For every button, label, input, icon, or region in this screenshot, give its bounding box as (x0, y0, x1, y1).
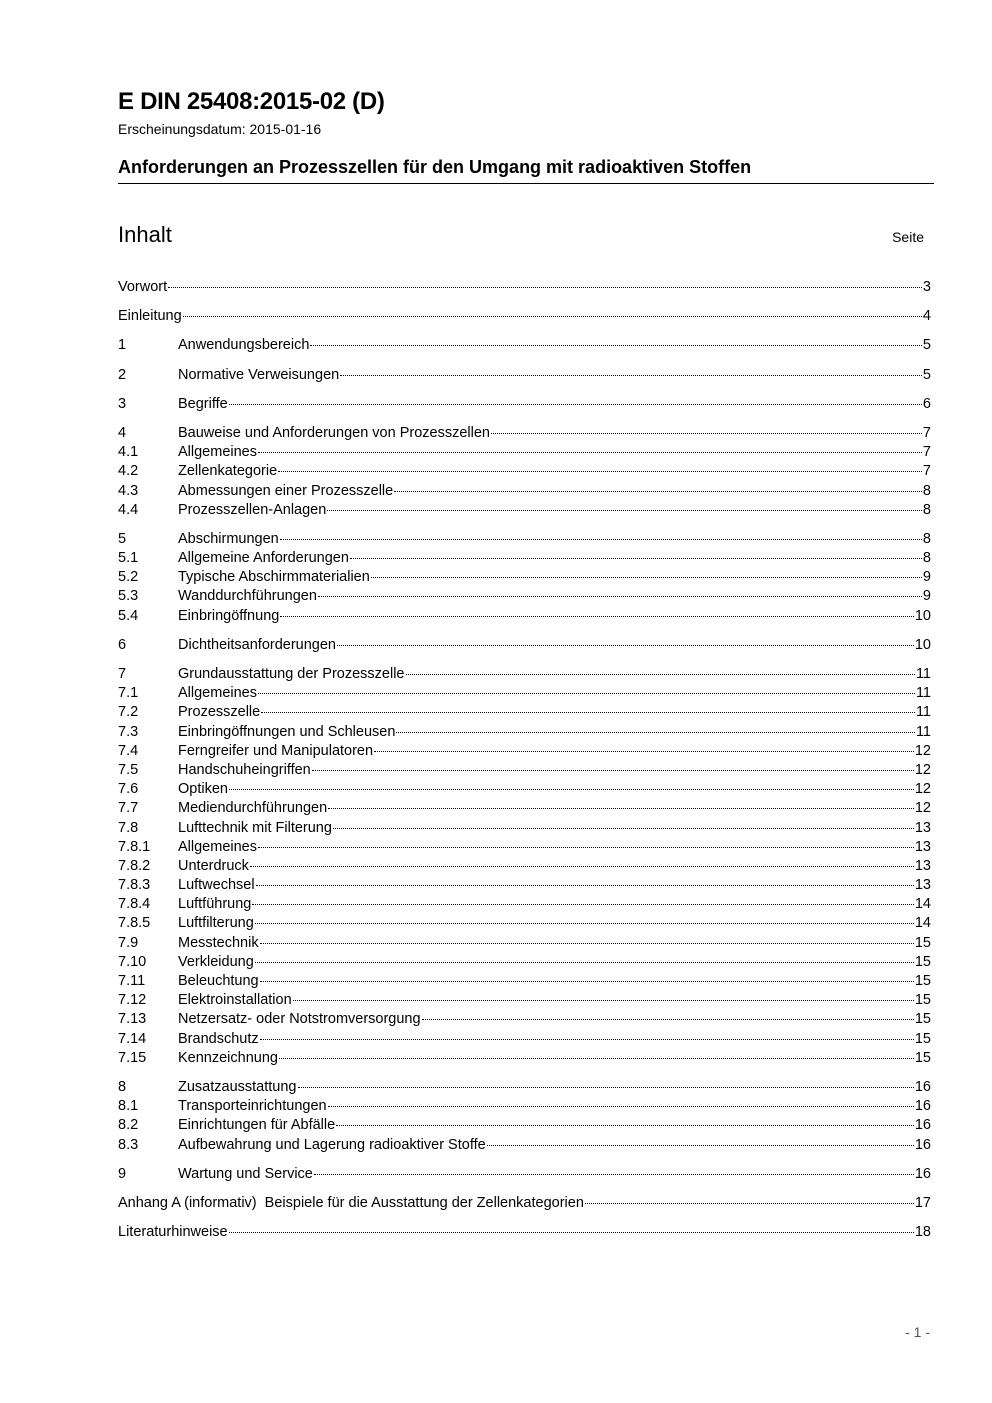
toc-dot-leader (183, 316, 922, 317)
toc-entry-number: 2 (118, 366, 127, 383)
toc-group (118, 278, 931, 297)
toc-entry-page: 18 (914, 1224, 931, 1241)
toc-entry[interactable] (118, 1097, 931, 1116)
toc-entry-number: 9 (118, 1165, 127, 1182)
toc-entry-number: 5.2 (118, 569, 139, 586)
toc-entry-number: 5 (118, 530, 127, 547)
toc-entry-title: Bauweise und Anforderungen von Prozesszellen (178, 424, 490, 441)
toc-entry-page: 9 (922, 588, 931, 605)
toc-entry-title: Brandschutz (178, 1030, 259, 1047)
toc-entry-number: 4.2 (118, 463, 139, 480)
toc-entry-page: 15 (914, 953, 931, 970)
toc-entry-title: Literaturhinweise (118, 1224, 228, 1241)
toc-group (118, 336, 931, 355)
toc-entry[interactable] (118, 395, 931, 414)
toc-entry-number: 7.8 (118, 819, 139, 836)
toc-dot-leader (256, 885, 914, 886)
toc-entry-title: Allgemeines (178, 685, 257, 702)
toc-entry-page: 12 (914, 800, 931, 817)
toc-entry[interactable] (118, 607, 931, 626)
toc-dot-leader (279, 1058, 914, 1059)
toc-entry-number: 5.1 (118, 550, 139, 567)
toc-entry-number: 3 (118, 395, 127, 412)
toc-entry-page: 13 (914, 877, 931, 894)
toc-entry-title: Ferngreifer und Manipulatoren (178, 742, 374, 759)
toc-entry-number: 7.2 (118, 704, 139, 721)
toc-entry[interactable] (118, 568, 931, 587)
toc-entry-title: Einbringöffnung (178, 607, 280, 624)
page-number: - 1 - (905, 1324, 930, 1340)
toc-entry-number: 4.1 (118, 444, 139, 461)
toc-entry-title: Begriffe (178, 395, 228, 412)
toc-entry[interactable] (118, 838, 931, 857)
toc-entry[interactable] (118, 424, 931, 443)
toc-entry[interactable] (118, 336, 931, 355)
toc-dot-leader (250, 866, 914, 867)
toc-entry-title: Verkleidung (178, 953, 254, 970)
toc-entry-number: 7.8.1 (118, 838, 151, 855)
toc-entry[interactable] (118, 857, 931, 876)
toc-dot-leader (337, 645, 914, 646)
toc-dot-leader (258, 693, 915, 694)
toc-entry-number: 7.7 (118, 800, 139, 817)
toc-entry-page: 10 (914, 607, 931, 624)
toc-dot-leader (229, 404, 922, 405)
toc-entry-title: Wanddurchführungen (178, 588, 317, 605)
toc-entry-title: Handschuheingriffen (178, 761, 311, 778)
toc-entry[interactable] (118, 780, 931, 799)
toc-dot-leader (255, 923, 914, 924)
document-subject: Anforderungen an Prozesszellen für den Umgang mit radioaktiven Stoffen (118, 157, 752, 177)
toc-entry-title: Allgemeines (178, 444, 257, 461)
toc-dot-leader (585, 1203, 914, 1204)
toc-entry-page: 4 (922, 308, 931, 325)
toc-entry[interactable] (118, 1030, 931, 1049)
toc-entry-page: 5 (922, 337, 931, 354)
toc-dot-leader (255, 962, 914, 963)
toc-entry-page: 7 (922, 463, 931, 480)
toc-entry-number: 4.3 (118, 482, 139, 499)
toc-entry-page: 17 (914, 1194, 931, 1211)
toc-entry-title: Grundausstattung der Prozesszelle (178, 666, 405, 682)
toc-entry-title: Unterdruck (178, 857, 249, 874)
toc-entry[interactable] (118, 684, 931, 703)
toc-entry-page: 5 (922, 366, 931, 383)
toc-entry-page: 16 (914, 1098, 931, 1115)
toc-entry-title: Allgemeines (178, 838, 257, 855)
toc-entry-page: 10 (914, 636, 931, 653)
toc-dot-leader (422, 1019, 914, 1020)
toc-entry-title: Mediendurchführungen (178, 800, 328, 817)
toc-entry-page: 15 (914, 1011, 931, 1028)
toc-entry-page: 15 (914, 1049, 931, 1066)
toc-dot-leader (371, 577, 922, 578)
toc-entry[interactable] (118, 636, 931, 655)
toc-dot-leader (298, 1087, 914, 1088)
toc-group (118, 530, 931, 626)
toc-entry-number: 7.14 (118, 1030, 147, 1047)
publication-date: Erscheinungsdatum: 2015-01-16 (118, 121, 322, 137)
toc-group (118, 307, 931, 326)
toc-entry-page: 6 (922, 395, 931, 412)
toc-entry-title: Dichtheitsanforderungen (178, 636, 336, 653)
toc-entry-page: 11 (915, 723, 931, 740)
toc-dot-leader (310, 345, 922, 346)
toc-entry-number: 5.4 (118, 607, 139, 624)
toc-entry[interactable] (118, 799, 931, 818)
toc-entry[interactable] (118, 307, 931, 326)
toc-entry-title: Einrichtungen für Abfälle (178, 1117, 336, 1134)
toc-entry-number: 7.9 (118, 934, 139, 951)
toc-entry-number: 4 (118, 424, 127, 441)
toc-dot-leader (168, 287, 922, 288)
toc-entry[interactable] (118, 819, 931, 838)
toc-entry-page: 7 (922, 444, 931, 461)
toc-entry-number: 6 (118, 636, 127, 653)
toc-group (118, 395, 931, 414)
toc-dot-leader (350, 558, 922, 559)
toc-entry[interactable] (118, 761, 931, 780)
toc-entry-title: Wartung und Service (178, 1165, 313, 1182)
toc-entry-page: 13 (914, 857, 931, 874)
toc-entry-page: 12 (914, 742, 931, 759)
toc-entry-title: Typische Abschirmmaterialien (178, 569, 370, 586)
toc-entry-number: 8.3 (118, 1136, 139, 1153)
toc-entry-page: 14 (914, 915, 931, 932)
toc-group (118, 1223, 931, 1242)
toc-entry-number: 4.4 (118, 501, 139, 518)
toc-group (118, 1165, 931, 1184)
toc-entry-page: 8 (922, 550, 931, 567)
toc-entry[interactable] (118, 723, 931, 742)
toc-entry-title: Vorwort (118, 279, 168, 295)
toc-entry[interactable] (118, 501, 931, 520)
toc-entry-title: Einbringöffnungen und Schleusen (178, 723, 396, 740)
toc-dot-leader (328, 1106, 914, 1107)
toc-entry-title: Zusatzausstattung (178, 1078, 297, 1095)
toc-dot-leader (229, 789, 914, 790)
toc-entry-page: 11 (915, 685, 931, 702)
toc-entry-page: 15 (914, 1030, 931, 1047)
toc-entry-title: Prozesszelle (178, 704, 261, 721)
toc-entry-title: Anwendungsbereich (178, 337, 310, 354)
toc-entry-page: 16 (914, 1117, 931, 1134)
toc-entry-page: 3 (922, 279, 931, 295)
toc-dot-leader (487, 1145, 914, 1146)
toc-dot-leader (278, 471, 922, 472)
toc-page-column-label: Seite (892, 229, 924, 245)
toc-entry[interactable] (118, 1165, 931, 1184)
toc-entry-title: Einleitung (118, 308, 182, 325)
toc-entry-page: 9 (922, 569, 931, 586)
toc-entry-page: 11 (915, 704, 931, 721)
toc-entry[interactable] (118, 278, 931, 297)
toc-entry[interactable] (118, 587, 931, 606)
toc-entry-number: 8.1 (118, 1098, 139, 1115)
header-divider (118, 183, 934, 184)
toc-dot-leader (327, 510, 922, 511)
document-id: E DIN 25408:2015-02 (D) (118, 88, 385, 115)
toc-entry-title: Normative Verweisungen (178, 366, 340, 383)
toc-entry-title: Lufttechnik mit Filterung (178, 819, 332, 836)
toc-dot-leader (280, 616, 914, 617)
toc-entry-page: 11 (915, 666, 931, 682)
toc-dot-leader (374, 751, 914, 752)
toc-entry[interactable] (118, 462, 931, 481)
toc-entry[interactable] (118, 934, 931, 953)
toc-dot-leader (312, 770, 914, 771)
toc-entry-number: 7.10 (118, 953, 147, 970)
toc-entry-page: 13 (914, 838, 931, 855)
toc-entry-number: 5.3 (118, 588, 139, 605)
toc-entry-number: 7.12 (118, 992, 147, 1009)
toc-entry[interactable] (118, 366, 931, 385)
toc-entry[interactable] (118, 1116, 931, 1135)
toc-dot-leader (260, 1039, 914, 1040)
toc-entry-title: Luftführung (178, 896, 252, 913)
toc-group (118, 366, 931, 385)
toc-dot-leader (491, 433, 922, 434)
toc-entry-title: Luftfilterung (178, 915, 254, 932)
toc-entry[interactable] (118, 972, 931, 991)
toc-dot-leader (252, 904, 913, 905)
toc-dot-leader (336, 1125, 914, 1126)
toc-entry[interactable] (118, 876, 931, 895)
toc-entry-title: Kennzeichnung (178, 1049, 278, 1066)
toc-group (118, 1078, 931, 1155)
toc-dot-leader (229, 1232, 914, 1233)
toc-entry-number: 7.4 (118, 742, 139, 759)
toc-entry[interactable] (118, 1078, 931, 1097)
toc-entry[interactable] (118, 895, 931, 914)
toc-entry[interactable] (118, 530, 931, 549)
toc-dot-leader (314, 1174, 914, 1175)
toc-entry-title: Abmessungen einer Prozesszelle (178, 482, 394, 499)
toc-entry-number: 7.8.5 (118, 915, 151, 932)
toc-heading: Inhalt (118, 222, 172, 247)
toc-dot-leader (293, 1000, 914, 1001)
toc-entry-number: 7.11 (118, 973, 146, 989)
toc-entry-page: 8 (922, 501, 931, 518)
toc-entry[interactable] (118, 1136, 931, 1155)
toc-entry[interactable] (118, 1010, 931, 1029)
toc-entry[interactable] (118, 1194, 931, 1213)
toc-entry-number: 7.8.3 (118, 877, 151, 894)
toc-entry[interactable] (118, 953, 931, 972)
toc-entry[interactable] (118, 742, 931, 761)
toc-dot-leader (333, 828, 914, 829)
toc-entry-page: 8 (922, 482, 931, 499)
toc-entry-number: 7 (118, 666, 127, 682)
toc-entry-page: 12 (914, 781, 931, 798)
toc-entry-title: Transporteinrichtungen (178, 1098, 327, 1115)
toc-entry[interactable] (118, 549, 931, 568)
toc-entry-number: 7.5 (118, 761, 139, 778)
toc-entry[interactable] (118, 1223, 931, 1242)
toc-entry-title: Abschirmungen (178, 530, 279, 547)
toc-group (118, 665, 931, 1068)
toc-dot-leader (258, 847, 914, 848)
toc-entry-title: Allgemeine Anforderungen (178, 550, 349, 567)
toc-entry-title: Prozesszellen-Anlagen (178, 501, 327, 518)
toc-entry-number: 8.2 (118, 1117, 139, 1134)
toc-entry-title: Optiken (178, 781, 228, 798)
toc-entry[interactable] (118, 703, 931, 722)
toc-entry-title: Netzersatz- oder Notstromversorgung (178, 1011, 421, 1028)
toc-entry-number: 7.15 (118, 1049, 147, 1066)
toc-group (118, 1194, 931, 1213)
toc-dot-leader (318, 596, 922, 597)
toc-dot-leader (261, 712, 915, 713)
toc-dot-leader (406, 674, 915, 675)
toc-entry-number: 7.1 (118, 685, 139, 702)
toc-dot-leader (260, 943, 914, 944)
toc-entry-title: Messtechnik (178, 934, 259, 951)
toc-entry-title: Aufbewahrung und Lagerung radioaktiver Stoffe (178, 1136, 486, 1153)
toc-dot-leader (258, 452, 922, 453)
toc-group (118, 636, 931, 655)
toc-dot-leader (394, 491, 922, 492)
toc-group (118, 424, 931, 520)
toc-entry-page: 15 (914, 992, 931, 1009)
toc-entry-number: 1 (118, 337, 127, 354)
toc-entry[interactable] (118, 991, 931, 1010)
toc-entry[interactable] (118, 1049, 931, 1068)
toc-entry-page: 16 (914, 1136, 931, 1153)
table-of-contents (118, 278, 931, 1252)
toc-entry[interactable] (118, 482, 931, 501)
toc-entry-page: 7 (922, 424, 931, 441)
toc-entry-title: Luftwechsel (178, 877, 255, 894)
toc-entry-number: 8 (118, 1078, 127, 1095)
toc-entry-page: 8 (922, 530, 931, 547)
toc-entry-number: 7.8.4 (118, 896, 151, 913)
toc-entry[interactable] (118, 665, 931, 684)
toc-dot-leader (396, 732, 915, 733)
toc-entry-page: 16 (914, 1165, 931, 1182)
toc-entry-page: 12 (914, 761, 931, 778)
toc-entry[interactable] (118, 443, 931, 462)
toc-entry-title: Anhang A (informativ) Beispiele für die Ausstattung der Zellenkategorien (118, 1194, 584, 1211)
toc-entry-page: 13 (914, 819, 931, 836)
toc-entry-page: 14 (914, 896, 931, 913)
toc-entry-number: 7.13 (118, 1011, 147, 1028)
toc-entry-number: 7.3 (118, 723, 139, 740)
toc-dot-leader (340, 375, 922, 376)
toc-entry-page: 15 (914, 973, 931, 989)
toc-entry-number: 7.6 (118, 781, 139, 798)
toc-entry-page: 15 (914, 934, 931, 951)
toc-dot-leader (260, 981, 914, 982)
toc-entry-page: 16 (914, 1078, 931, 1095)
toc-dot-leader (328, 808, 914, 809)
toc-dot-leader (280, 539, 922, 540)
toc-entry-title: Beleuchtung (178, 973, 259, 989)
toc-entry-number: 7.8.2 (118, 857, 151, 874)
toc-entry[interactable] (118, 914, 931, 933)
toc-entry-title: Zellenkategorie (178, 463, 278, 480)
toc-entry-title: Elektroinstallation (178, 992, 292, 1009)
